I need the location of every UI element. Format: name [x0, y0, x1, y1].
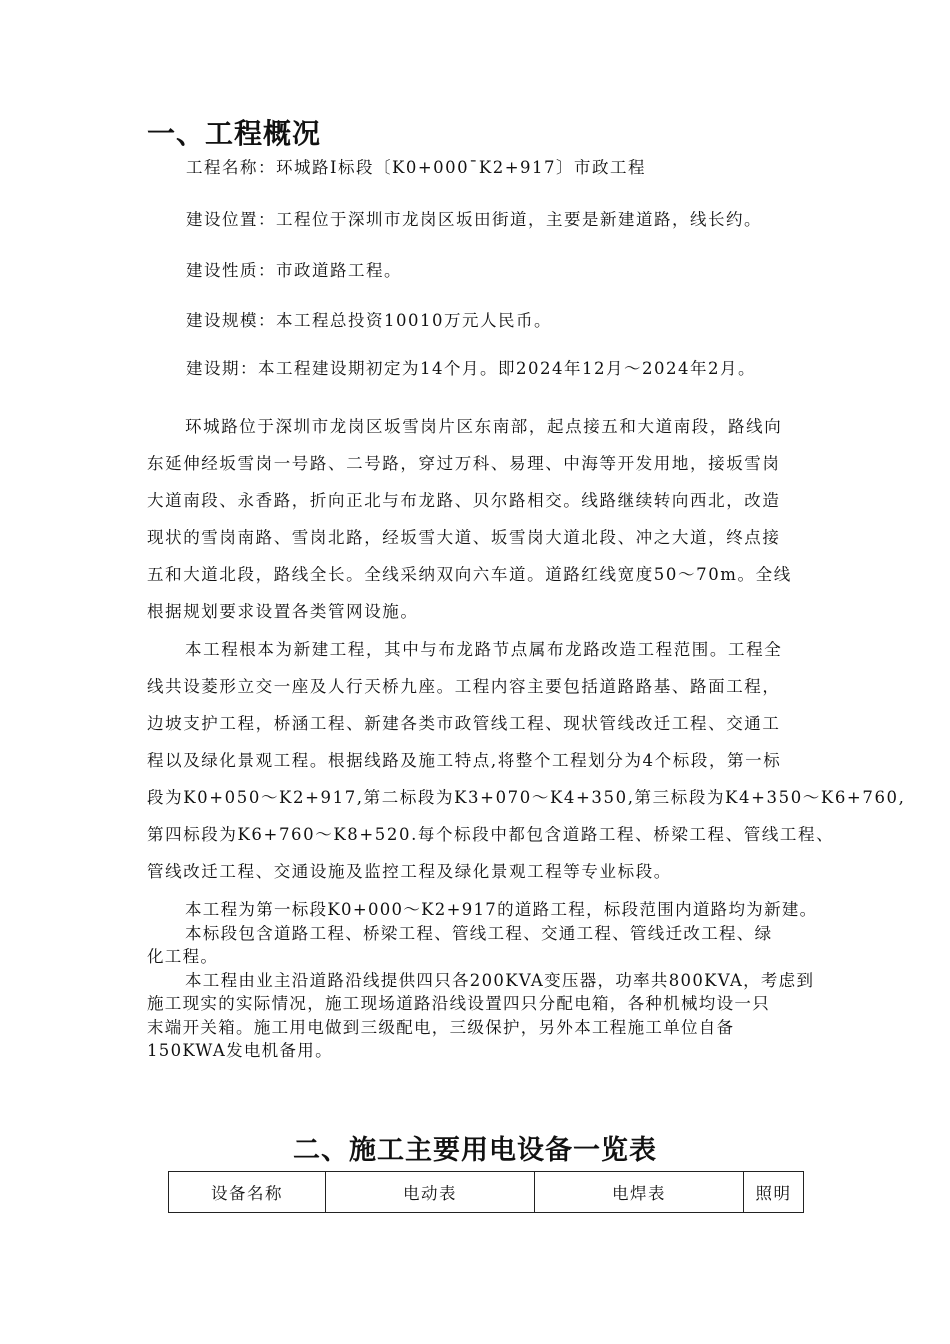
text-line: 末端开关箱。施工用电做到三级配电，三级保护，另外本工程施工单位自备 [147, 1017, 735, 1037]
header-welding-meter: 电焊表 [535, 1172, 744, 1213]
text-line: 环城路位于深圳市龙岗区坂雪岗片区东南部，起点接五和大道南段，路线向 [185, 417, 783, 436]
header-lighting: 照明 [744, 1172, 804, 1213]
construction-scale-line: 建设规模：本工程总投资10010万元人民币。 [186, 311, 552, 330]
text-line: 根据规划要求设置各类管网设施。 [147, 602, 419, 621]
text-line: 五和大道北段，路线全长。全线采纳双向六车道。道路红线宽度50～70m。全线 [147, 565, 792, 584]
text-line: 程以及绿化景观工程。根据线路及施工特点,将整个工程划分为4个标段，第一标 [147, 751, 782, 770]
text-line: 东延伸经坂雪岗一号路、二号路，穿过万科、易理、中海等开发用地，接坂雪岗 [147, 454, 781, 473]
text-line: 化工程。 [147, 947, 219, 966]
route-description-paragraph [147, 408, 847, 630]
construction-location-line: 建设位置：工程位于深圳市龙岗区坂田街道，主要是新建道路，线长约。 [186, 210, 762, 229]
project-scope-paragraph [147, 631, 906, 890]
table-header-row [169, 1172, 804, 1213]
section-2-heading: 二、施工主要用电设备一览表 [293, 1135, 657, 1166]
construction-period-line: 建设期：本工程建设期初定为14个月。即2024年12月～2024年2月。 [186, 359, 756, 378]
text-line: 本工程为第一标段K0+000～K2+917的道路工程，标段范围内道路均为新建。 [185, 900, 818, 919]
text-line: 边坡支护工程，桥涵工程、新建各类市政管线工程、现状管线改迁工程、交通工 [147, 714, 781, 733]
text-line: 本工程根本为新建工程，其中与布龙路节点属布龙路改造工程范围。工程全 [185, 640, 783, 659]
text-line: 施工现实的实际情况，施工现场道路沿线设置四只分配电箱，各种机械均设一只 [147, 994, 770, 1013]
text-line: 本标段包含道路工程、桥梁工程、管线工程、交通工程、管线迁改工程、绿 [185, 923, 773, 943]
header-equipment-name: 设备名称 [169, 1172, 326, 1213]
power-supply-paragraph [147, 898, 847, 1063]
text-line: 大道南段、永香路，折向正北与布龙路、贝尔路相交。线路继续转向西北，改造 [147, 491, 781, 510]
text-line: 现状的雪岗南路、雪岗北路，经坂雪大道、坂雪岗大道北段、冲之大道，终点接 [147, 528, 781, 547]
header-motor-meter: 电动表 [326, 1172, 535, 1213]
equipment-table [168, 1171, 804, 1213]
section-1-heading: 一、工程概况 [147, 117, 322, 150]
text-line: 第四标段为K6+760～K8+520.每个标段中都包含道路工程、桥梁工程、管线工程、 [147, 825, 835, 844]
construction-nature-line: 建设性质：市政道路工程。 [186, 261, 402, 280]
text-line: 段为K0+050～K2+917,第二标段为K3+070～K4+350,第三标段为K4+350～K6+760, [147, 788, 906, 807]
text-line: 150KWA发电机备用。 [147, 1041, 333, 1060]
text-line: 本工程由业主沿道路沿线提供四只各200KVA变压器，功率共800KVA，考虑到 [185, 970, 815, 990]
text-line: 管线改迁工程、交通设施及监控工程及绿化景观工程等专业标段。 [147, 862, 672, 881]
text-line: 线共设菱形立交一座及人行天桥九座。工程内容主要包括道路路基、路面工程， [147, 677, 781, 696]
project-name-line: 工程名称：环城路Ⅰ标段〔K0+000¯K2+917〕市政工程 [186, 158, 647, 177]
